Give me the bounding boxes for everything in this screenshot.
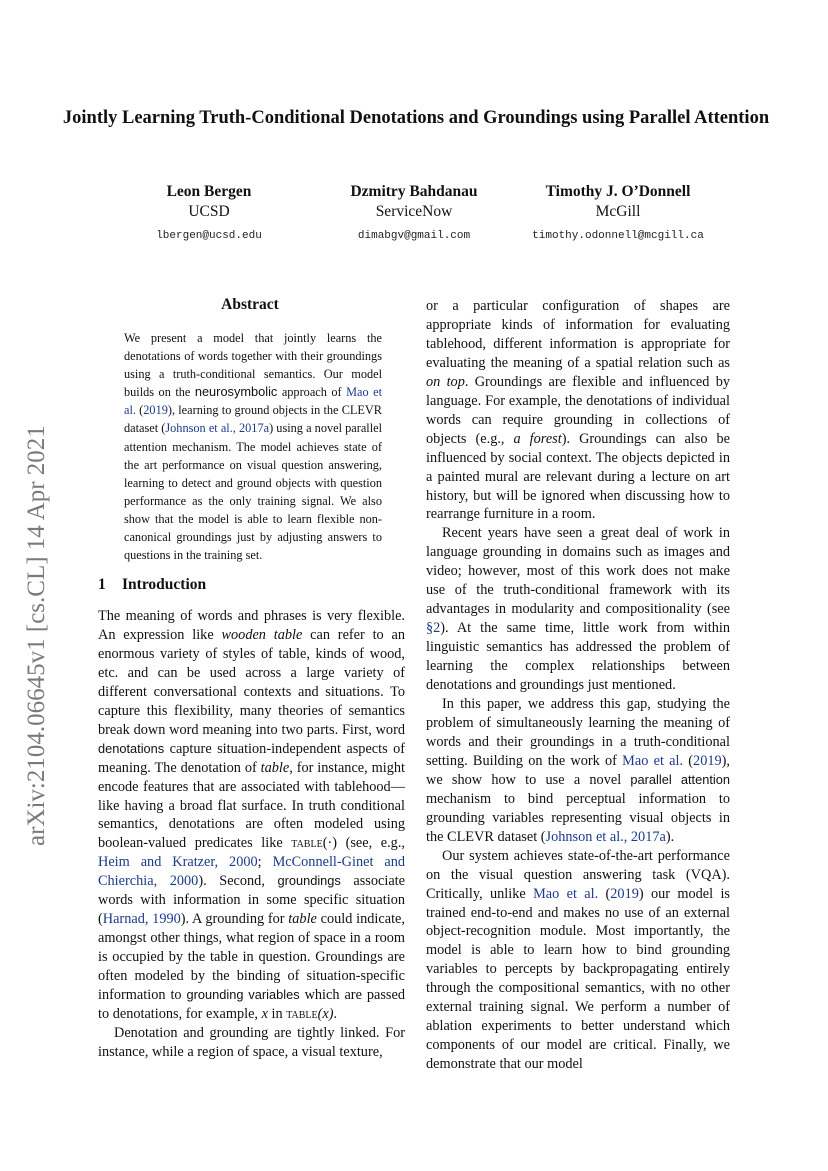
abstract-text: We present a model that jointly learns the denotations of words together with their groundings using a truth-conditional semantics. Our model builds on the neurosymbolic approach of Mao et al. (2019), learning to ground objects in the CLEVR dataset (Johnson et al., 2017a) using a novel parallel attention mechanism. The model achieves state of the art performance on visual question answering, learning to detect and ground objects with question performance as the only training signal. We also show that the model is able to learn flexible non-canonical groundings just by adjusting answers to questions in the training set. [124, 331, 383, 563]
author-affiliation: UCSD [188, 203, 230, 220]
citation-link[interactable]: Mao et al. [533, 885, 599, 902]
paragraph: In this paper, we address this gap, studying the problem of simultaneously learning the meaning of words and their groundings in a truth-conditional setting. Building on the work of Mao et al. (2019), we show how to use a novel parallel attention mechanism to bind perceptual information to grounding variables representing visual objects in the CLEVR dataset (Johnson et al., 2017a). [426, 696, 730, 845]
author-name: Timothy J. O’Donnell [545, 183, 691, 200]
citation-link[interactable]: Mao et al. [124, 385, 382, 418]
author-name: Dzmitry Bahdanau [350, 183, 478, 200]
citation-link[interactable]: Johnson et al., 2017a [165, 421, 270, 436]
abstract-heading: Abstract [221, 296, 279, 313]
citation-link[interactable]: Johnson et al., 2017a [545, 828, 666, 845]
arxiv-stamp [20, 366, 54, 846]
paragraph: The meaning of words and phrases is very flexible. An expression like wooden table can refer to an enormous variety of styles of table, kinds of wood, etc. and can be used across a large variety of different conversational contexts and situations. To capture this flexibility, many theories of semantics break down word meaning into two parts. First, word denotations capture situation-independent aspects of meaning. The denotation of table, for instance, might encode features that are associated with tablehood—like having a broad flat surface. In truth conditional semantics, denotations are often modeled using boolean-valued predicates like table(·) (see, e.g., Heim and Kratzer, 2000; McConnell-Ginet and Chierchia, 2000). Second, groundings associate words with information in some specific situation (Harnad, 1990). A grounding for table could indicate, amongst other things, what region of space in a room is occupied by the table in question. Groundings are often modeled by the binding of situation-specific information to grounding variables which are passed to denotations, for example, x in table(x). [98, 608, 406, 1023]
citation-link[interactable]: McConnell-Ginet and Chierchia, 2000 [98, 854, 405, 890]
section-link[interactable]: §2 [426, 620, 441, 637]
citation-link[interactable]: Heim and Kratzer, 2000 [98, 854, 258, 871]
section-title: Introduction [122, 576, 207, 593]
citation-link[interactable]: 2019 [143, 403, 168, 418]
left-column-body [98, 607, 405, 1062]
section-number: 1 [98, 576, 106, 593]
citation-link[interactable]: Mao et al. [622, 752, 684, 769]
arxiv-identifier: arXiv:2104.06645v1 [cs.CL] 14 Apr 2021 [23, 425, 50, 846]
citation-link[interactable]: 2019 [610, 885, 639, 902]
author-email: timothy.odonnell@mcgill.ca [532, 230, 704, 242]
paragraph: Our system achieves state-of-the-art performance on the visual question answering task (VQA). Critically, unlike Mao et al. (2019) our model is trained end-to-end and makes no use of an external object-recognition module. Most importantly, the model is able to learn how to bind grounding variables to percepts by backpropagating entirely through the compositional semantics, with no other external training signal. We perform a number of ablation experiments to better understand which components of our model are critical. Finally, we demonstrate that our model [426, 847, 730, 1073]
term-neurosymbolic: neurosymbolic [194, 384, 278, 400]
paragraph: Denotation and grounding are tightly linked. For instance, while a region of space, a visual texture, [98, 1024, 405, 1060]
citation-link[interactable]: 2019 [693, 752, 722, 769]
author-email: dimabgv@gmail.com [357, 230, 471, 242]
paragraph: Recent years have seen a great deal of work in language grounding in domains such as images and video; however, most of this work does not make use of the truth-conditional framework with its advantages in modularity and compositionality (see §2). At the same time, little work from within linguistic semantics has addressed the problem of learning the complex relationships between denotations and groundings just mentioned. [426, 525, 730, 694]
author-block [493, 182, 743, 244]
paragraph: or a particular configuration of shapes are appropriate kinds of information for evaluating tablehood, different information is appropriate for evaluating the meaning of a spatial relation such as on top. Groundings are flexible and influenced by language. For example, the denotations of individual words can require grounding in collections of objects (e.g., a forest). Groundings can also be influenced by social context. The objects depicted in a painted mural are relevant during a lecture on art history, but will be ignored when discussing how to rearrange furniture in a room. [426, 298, 730, 523]
author-email: lbergen@ucsd.edu [156, 230, 262, 242]
author-name: Leon Bergen [166, 183, 252, 200]
citation-link[interactable]: Harnad, 1990 [102, 911, 181, 928]
paper-title: Jointly Learning Truth-Conditional Denotations and Groundings using Parallel Attention [62, 108, 770, 128]
section-heading [98, 576, 398, 594]
right-column-body [426, 297, 730, 1074]
author-affiliation: McGill [595, 203, 641, 220]
author-affiliation: ServiceNow [375, 203, 453, 220]
